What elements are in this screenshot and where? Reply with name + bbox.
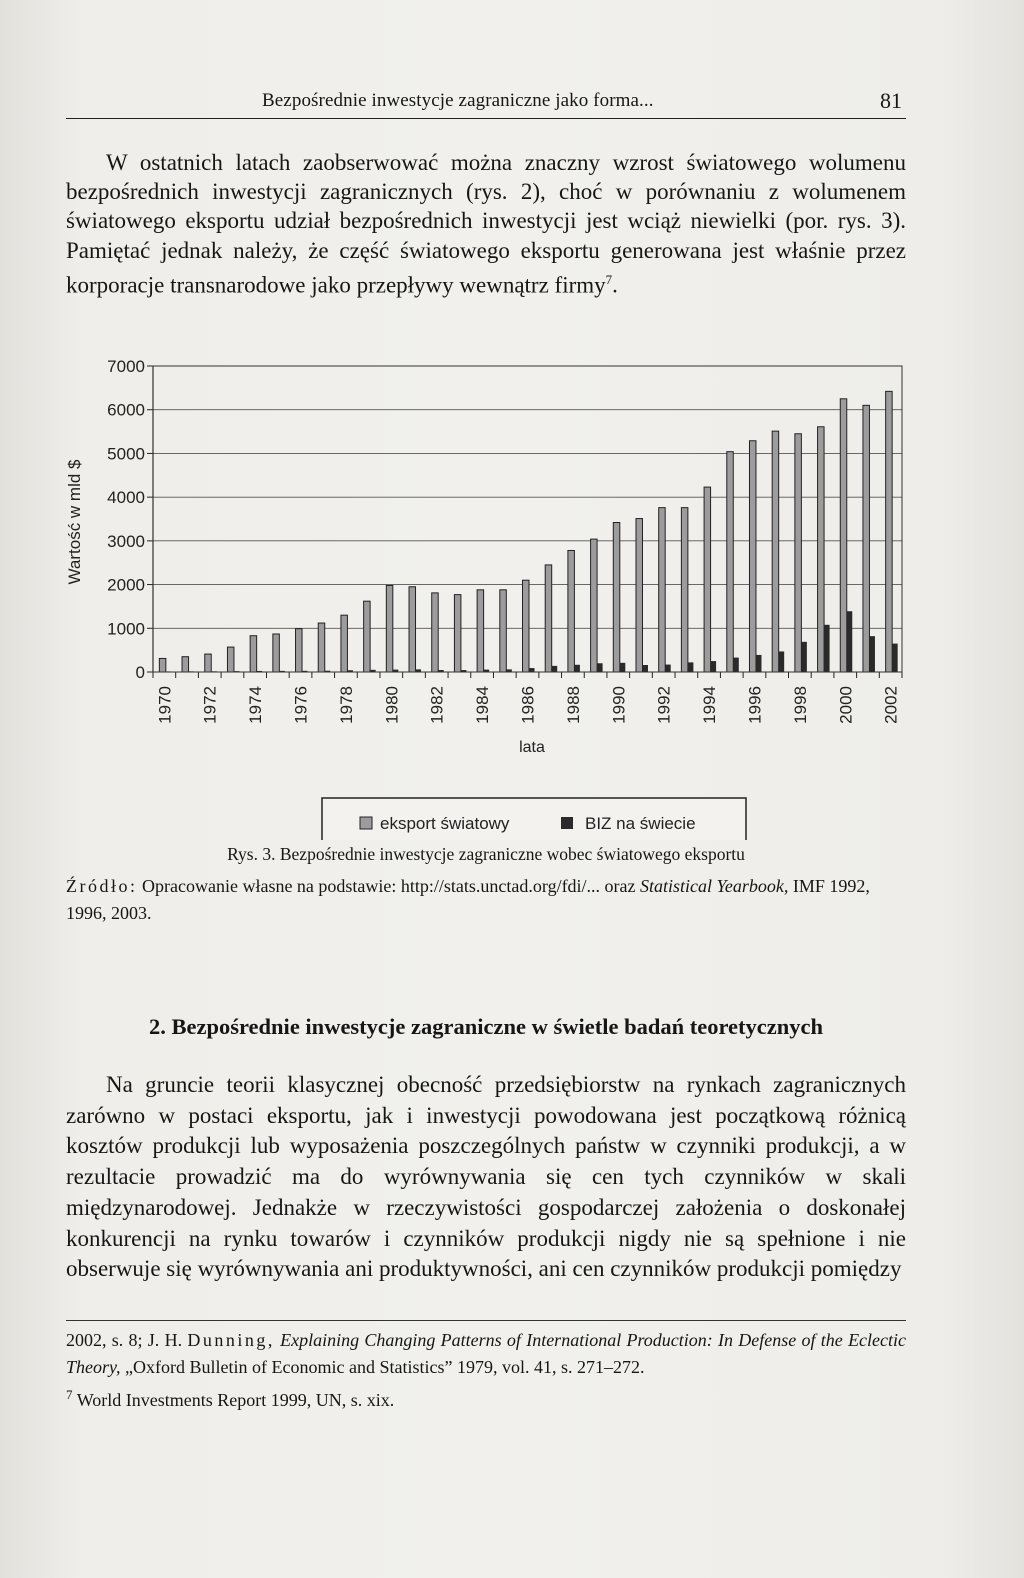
x-tick-label: 1996 bbox=[745, 686, 765, 724]
x-tick-label: 1992 bbox=[654, 686, 674, 724]
footnote-7 bbox=[66, 1381, 906, 1414]
bar-fdi bbox=[665, 665, 671, 672]
fn6-title: Explaining Changing Patterns of International Production: In Defense of the Eclectic Theory, bbox=[66, 1330, 907, 1377]
x-tick-label: 1984 bbox=[473, 686, 493, 724]
bar-export bbox=[818, 427, 825, 672]
x-tick-label: 1970 bbox=[155, 686, 175, 724]
intro-end: . bbox=[612, 272, 618, 298]
source-text: Opracowanie własne na podstawie: http://stats.unctad.org/fdi/... oraz bbox=[142, 876, 636, 896]
bar-fdi bbox=[642, 665, 648, 672]
bar-export bbox=[227, 647, 234, 672]
bar-fdi bbox=[574, 665, 580, 672]
bar-export bbox=[386, 585, 393, 672]
figure-caption: Rys. 3. Bezpośrednie inwestycje zagraniczne wobec światowego eksportu bbox=[227, 844, 745, 864]
y-tick-label: 0 bbox=[135, 663, 145, 682]
bar-export bbox=[795, 434, 802, 672]
bar-fdi bbox=[892, 644, 898, 672]
fn7-text: World Investments Report 1999, UN, s. xix. bbox=[76, 1390, 395, 1410]
source-title: Statistical Yearbook, bbox=[640, 876, 789, 896]
page-number: 81 bbox=[880, 88, 902, 113]
bar-export bbox=[591, 539, 598, 672]
bar-fdi bbox=[688, 662, 694, 672]
footnote-ref-7: 7 bbox=[605, 271, 613, 287]
bar-export bbox=[182, 657, 189, 672]
fn6-rest: „Oxford Bulletin of Economic and Statistics” 1979, vol. 41, s. 271–272. bbox=[125, 1357, 645, 1377]
y-tick-label: 2000 bbox=[107, 575, 145, 595]
bar-export bbox=[250, 636, 257, 672]
bar-export bbox=[727, 452, 734, 672]
bar-fdi bbox=[824, 625, 830, 672]
footnote-6-cont bbox=[66, 1327, 906, 1381]
bar-export bbox=[454, 595, 461, 672]
y-tick-label: 6000 bbox=[107, 400, 145, 420]
x-tick-label: 1980 bbox=[382, 686, 402, 724]
legend-label-fdi: BIZ na świecie bbox=[585, 814, 696, 833]
x-tick-label: 2000 bbox=[836, 686, 856, 724]
bar-export bbox=[749, 441, 756, 672]
source-tail: IMF 1992, 1996, 2003. bbox=[66, 876, 870, 923]
legend-label-export: eksport światowy bbox=[380, 814, 510, 833]
bar-fdi bbox=[597, 663, 603, 672]
y-axis-label: Wartość w mld $ bbox=[65, 459, 84, 585]
x-tick-label: 1988 bbox=[563, 686, 583, 724]
bar-export bbox=[681, 508, 688, 672]
bar-export bbox=[500, 590, 507, 672]
fn6-pre: 2002, s. 8; J. H. bbox=[66, 1330, 183, 1350]
running-title: Bezpośrednie inwestycje zagraniczne jako forma... bbox=[262, 90, 654, 111]
bar-export bbox=[432, 593, 439, 672]
bar-export bbox=[772, 431, 779, 672]
y-axis-ticks bbox=[107, 357, 153, 682]
x-tick-label: 1986 bbox=[518, 686, 538, 724]
bar-export bbox=[636, 519, 643, 672]
bar-export bbox=[205, 654, 212, 672]
x-tick-label: 1976 bbox=[291, 686, 311, 724]
source-label: Źródło: bbox=[66, 876, 138, 896]
y-tick-label: 5000 bbox=[107, 444, 145, 464]
intro-text: W ostatnich latach zaobserwować można znaczny wzrost światowego wolumenu bezpośrednich inwestycji zagranicznych (rys. 2), choć w porównaniu z wolumenem światowego eksportu udział bezpośrednich inwestycji jest wciąż niewielki (por. rys. 3). Pamiętać jednak należy, że część światowego eksportu generowana jest właśnie przez korporacje transnarodowe jako przepływy wewnątrz firmy bbox=[66, 150, 906, 298]
bar-fdi bbox=[529, 668, 535, 672]
x-tick-label: 1982 bbox=[427, 686, 447, 724]
y-tick-label: 3000 bbox=[107, 531, 145, 551]
bar-fdi bbox=[756, 655, 762, 672]
fn7-mark: 7 bbox=[66, 1387, 73, 1402]
legend-swatch-export bbox=[360, 817, 372, 829]
x-tick-label: 1974 bbox=[246, 686, 266, 724]
x-tick-label: 1990 bbox=[609, 686, 629, 724]
bar-export bbox=[409, 587, 416, 672]
footnotes bbox=[66, 1320, 906, 1414]
x-axis-label: lata bbox=[519, 739, 545, 756]
bar-fdi bbox=[620, 663, 626, 672]
bar-fdi bbox=[869, 636, 875, 672]
bar-fdi bbox=[733, 658, 739, 672]
bar-export bbox=[159, 658, 166, 672]
bar-export bbox=[659, 508, 666, 672]
bar-export bbox=[318, 623, 325, 672]
bar-export bbox=[840, 399, 847, 672]
bar-export bbox=[886, 391, 893, 672]
bar-export bbox=[613, 522, 620, 672]
bar-export bbox=[523, 580, 530, 672]
y-tick-label: 1000 bbox=[107, 619, 145, 639]
bar-fdi bbox=[711, 661, 717, 672]
x-tick-label: 2002 bbox=[881, 686, 901, 724]
bar-export bbox=[273, 634, 280, 672]
bar-export bbox=[863, 405, 870, 672]
bar-fdi bbox=[779, 651, 785, 672]
bar-export bbox=[341, 615, 348, 672]
body-paragraph: Na gruncie teorii klasycznej obecność przedsiębiorstw na rynkach zagranicznych zarówno w postaci eksportu, jak i inwestycji powodowana jest początkową różnicą kosztów produkcji lub wyposażenia poszczególnych państw w czynniki produkcji, a w rezultacie prowadzić ma do wyrównywania się cen tych czynników w skali międzynarodowej. Jednakże w rzeczywistości gospodarczej założenia o doskonałej konkurencji na rynku towarów i czynników produkcji nigdy nie są spełnione i nie obserwuje się wyrównywania ani produktywności, ani cen czynników produkcji pomiędzy bbox=[66, 1072, 906, 1282]
x-tick-label: 1994 bbox=[700, 686, 720, 724]
chart-bars bbox=[159, 391, 897, 672]
y-tick-label: 7000 bbox=[107, 357, 145, 376]
bar-fdi bbox=[847, 611, 853, 672]
bar-export bbox=[568, 550, 575, 672]
source-note bbox=[66, 873, 906, 927]
bar-export bbox=[545, 565, 552, 672]
bar-fdi bbox=[552, 666, 558, 672]
x-tick-label: 1998 bbox=[790, 686, 810, 724]
bar-export bbox=[704, 487, 711, 672]
section-heading: 2. Bezpośrednie inwestycje zagraniczne w świetle badań teoretycznych bbox=[148, 1014, 824, 1039]
x-tick-label: 1978 bbox=[336, 686, 356, 724]
bar-fdi bbox=[801, 642, 807, 672]
x-axis-ticks bbox=[153, 672, 902, 724]
legend-swatch-fdi bbox=[561, 817, 573, 829]
fn6-author: Dunning, bbox=[187, 1330, 275, 1350]
x-tick-label: 1972 bbox=[200, 686, 220, 724]
y-tick-label: 4000 bbox=[107, 488, 145, 508]
bar-export bbox=[477, 590, 484, 672]
bar-export bbox=[296, 629, 303, 672]
bar-export bbox=[364, 601, 371, 672]
legend bbox=[322, 798, 746, 840]
